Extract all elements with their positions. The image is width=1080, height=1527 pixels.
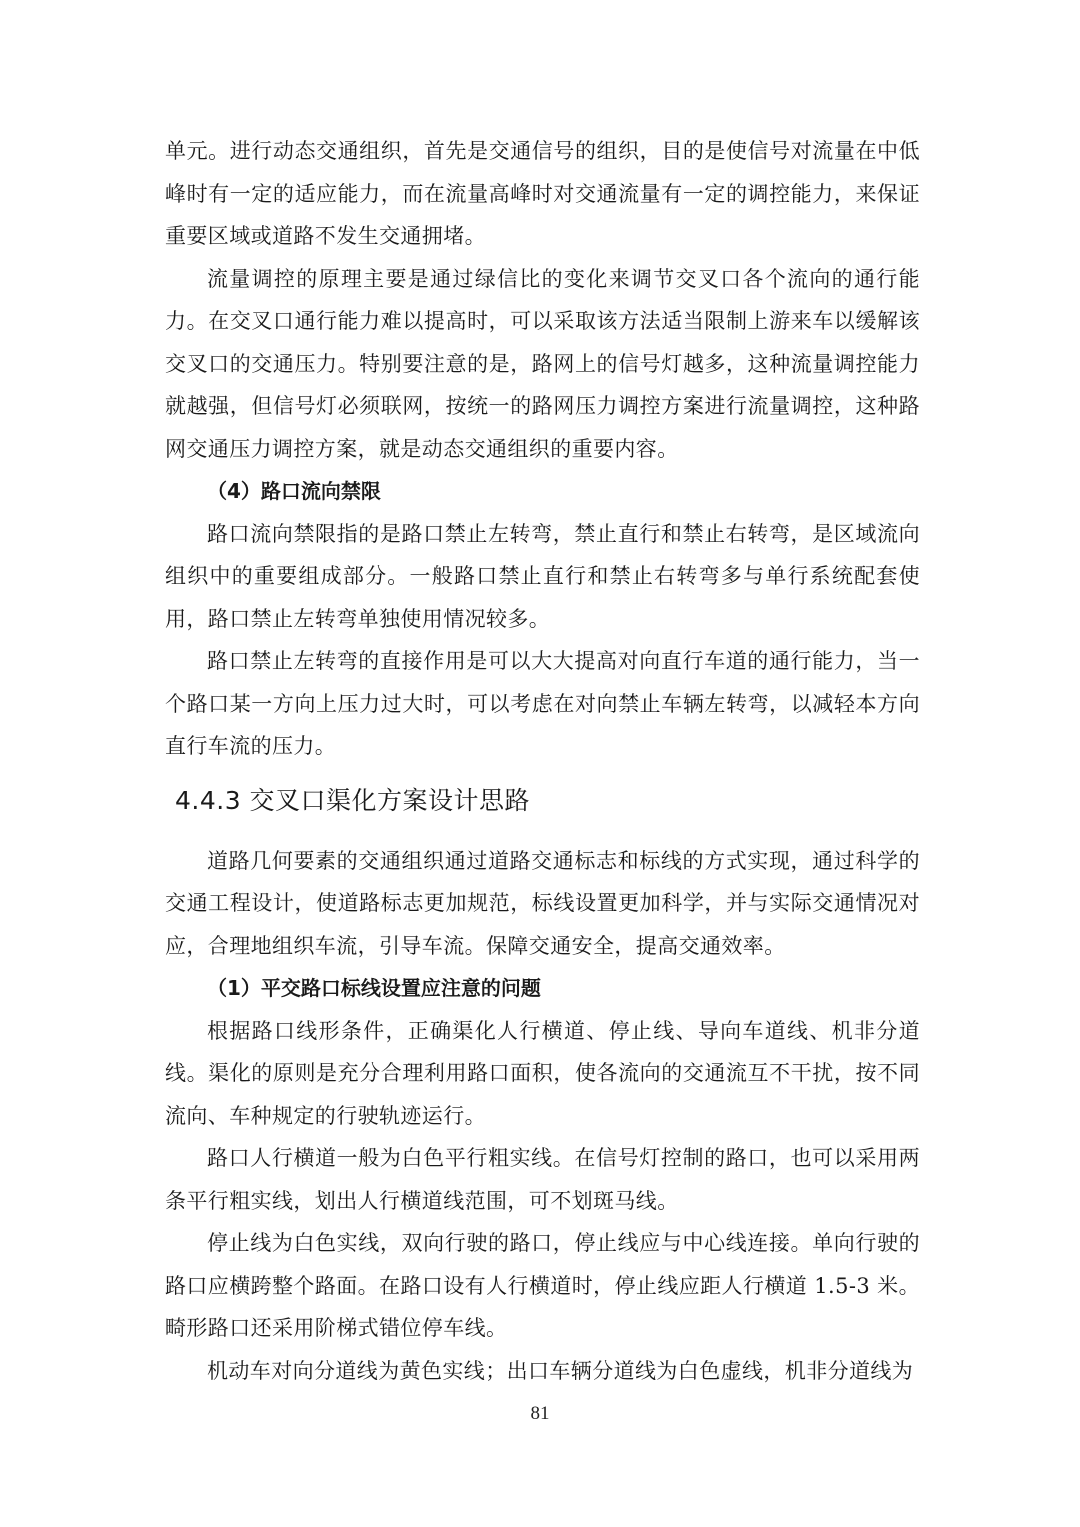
paragraph-turn-restriction-definition: 路口流向禁限指的是路口禁止左转弯，禁止直行和禁止右转弯，是区域流向组织中的重要组成部分。一般路口禁止直行和禁止右转弯多与单行系统配套使用，路口禁止左转弯单独使用情况较多。: [165, 521, 920, 631]
paragraph-left-turn-ban: 路口禁止左转弯的直接作用是可以大大提高对向直行车道的通行能力，当一个路口某一方向上压力过大时，可以考虑在对向禁止车辆左转弯，以减轻本方向直行车流的压力。: [165, 649, 920, 758]
paragraph-stop-line: 停止线为白色实线，双向行驶的路口，停止线应与中心线连接。单向行驶的路口应横跨整个路面。在路口设有人行横道时，停止线应距人行横道 1.5-3 米。畸形路口还采用阶梯式错位停车线。: [165, 1231, 920, 1340]
paragraph-continuation: 单元。进行动态交通组织，首先是交通信号的组织，目的是使信号对流量在中低峰时有一定的适应能力，而在流量高峰时对交通流量有一定的调控能力，来保证重要区域或道路不发生交通拥堵。: [165, 139, 920, 248]
paragraph-lane-divider: 机动车对向分道线为黄色实线；出口车辆分道线为白色虚线，机非分道线为: [207, 1358, 914, 1383]
paragraph-flow-control: 流量调控的原理主要是通过绿信比的变化来调节交叉口各个流向的通行能力。在交叉口通行能力难以提高时，可以采取该方法适当限制上游来车以缓解该交叉口的交通压力。特别要注意的是，路网上的信号灯越多，这种流量调控能力就越强，但信号灯必须联网，按统一的路网压力调控方案进行流量调控，这种路网交通压力调控方案，就是动态交通组织的重要内容。: [165, 266, 920, 461]
section-heading: 4.4.3 交叉口渠化方案设计思路: [175, 785, 531, 815]
page-number: 81: [530, 1403, 550, 1424]
page-body: [165, 130, 920, 1392]
paragraph-channelization: 根据路口线形条件，正确渠化人行横道、停止线、导向车道线、机非分道线。渠化的原则是充分合理利用路口面积，使各流向的交通流互不干扰，按不同流向、车种规定的行驶轨迹运行。: [165, 1018, 920, 1128]
paragraph-section-intro: 道路几何要素的交通组织通过道路交通标志和标线的方式实现，通过科学的交通工程设计，使道路标志更加规范，标线设置更加科学，并与实际交通情况对应，合理地组织车流，引导车流。保障交通安全，提高交通效率。: [165, 848, 920, 958]
paragraph-crosswalk: 路口人行横道一般为白色平行粗实线。在信号灯控制的路口，也可以采用两条平行粗实线，划出人行横道线范围，可不划斑马线。: [165, 1146, 920, 1213]
subheading-turn-restriction: （4）路口流向禁限: [207, 479, 381, 503]
subheading-marking-issues: （1）平交路口标线设置应注意的问题: [207, 976, 541, 1000]
